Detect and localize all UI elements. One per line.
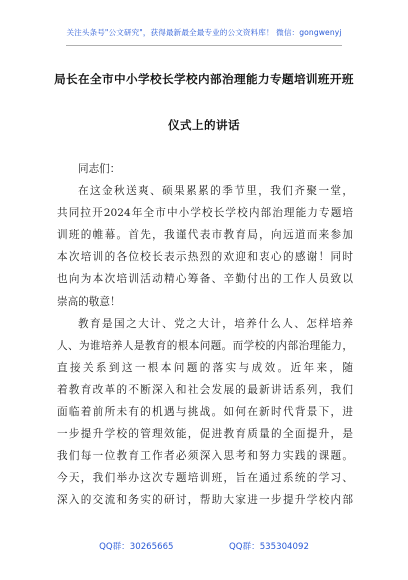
body-line: 着教育改革的不断深入和社会发展的最新讲话系列，我们 (57, 383, 353, 396)
salutation: 同志们： (78, 163, 121, 175)
body-line: 一步提升学校的管理效能，促进教育质量的全面提升，是 (57, 428, 353, 441)
body-line: 在这金秋送爽、硕果累累的季节里，我们齐聚一堂， (78, 185, 353, 198)
document-title-line-2: 仪式上的讲话 (168, 118, 240, 132)
body-line: 本次培训的各位校长表示热烈的欢迎和衷心的感谢！同时 (57, 251, 353, 264)
header-divider (66, 45, 342, 46)
speech-body (57, 158, 353, 512)
body-line: 面临着前所未有的机遇与挑战。如何在新时代背景下，进 (57, 406, 353, 419)
body-line: 今天，我们举办这次专题培训班，旨在通过系统的学习、 (57, 472, 353, 485)
body-line: 人、为谁培养人是教育的根本问题。而学校的内部治理能力， (57, 339, 353, 352)
body-line: 共同拉开2024年全市中小学校长学校内部治理能力专题培 (57, 207, 353, 220)
body-line: 崇高的敬意！ (57, 295, 121, 308)
body-line: 也向为本次培训活动精心筹备、辛勤付出的工作人员致以 (57, 273, 353, 286)
body-line: 深入的交流和务实的研讨，帮助大家进一步提升学校内部 (57, 494, 353, 507)
footer (0, 540, 408, 552)
body-line: 教育是国之大计、党之大计，培养什么人、怎样培养 (78, 317, 353, 330)
footer-qq-group-2: QQ群：535304092 (229, 542, 309, 552)
body-line: 我们每一位教育工作者必须深入思考和努力实践的课题。 (57, 450, 353, 463)
document-title-line-1: 局长在全市中小学校长学校内部治理能力专题培训班开班 (54, 72, 354, 86)
body-line: 训班的帷幕。首先，我谨代表市教育局，向远道而来参加 (57, 229, 353, 242)
footer-qq-group-1: QQ群：30265665 (99, 542, 174, 552)
body-line: 直接关系到这一根本问题的落实与成效。近年来，随 (57, 361, 353, 374)
header-banner: 关注头条号"公文研究"，获得最新最全最专业的公文资料库！ 微信：gongwenyj (66, 28, 342, 37)
